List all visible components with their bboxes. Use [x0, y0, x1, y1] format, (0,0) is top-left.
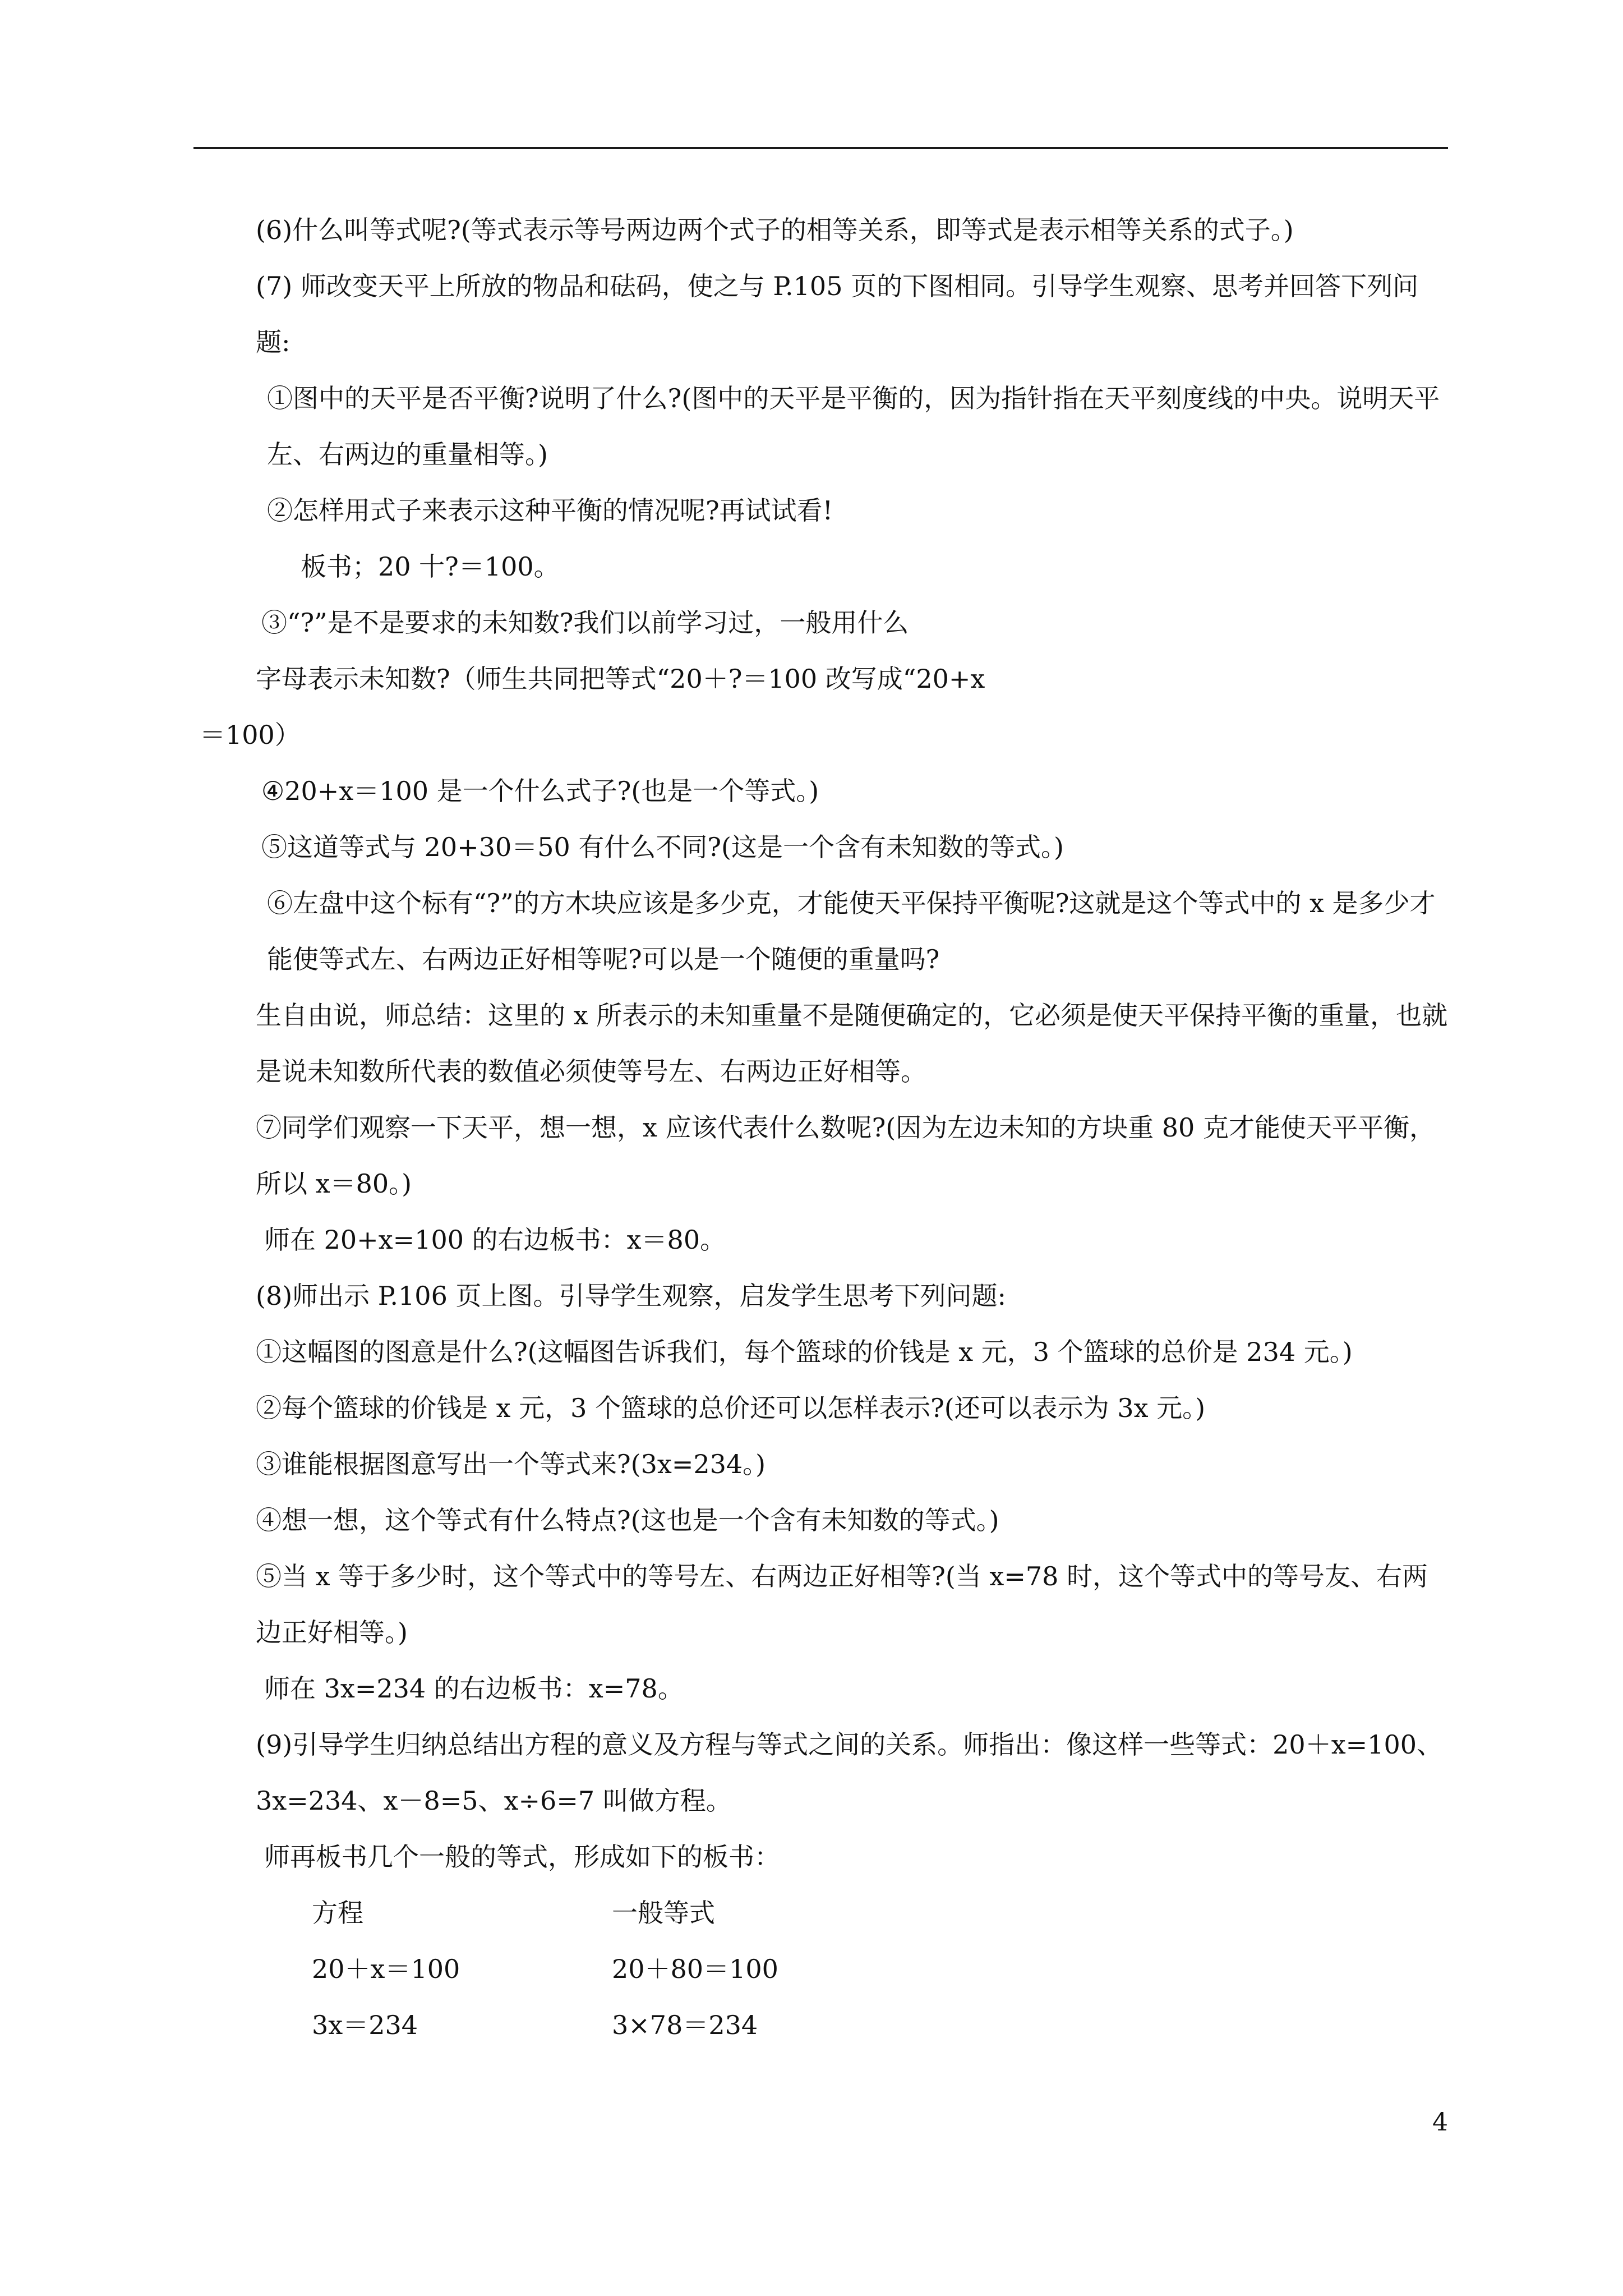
table-cell: 3×78＝234 — [612, 2010, 758, 2040]
document-body — [200, 202, 1448, 2053]
board-table-row — [312, 1997, 1448, 2053]
q8-5: ⑤当 x 等于多少时，这个等式中的等号左、右两边正好相等?(当 x=78 时，这个等式中的等号友、右两边正好相等。) — [256, 1561, 1428, 1648]
question-6: ⑥左盘中这个标有“?”的方木块应该是多少克，才能使天平保持平衡呢?这就是这个等式中的 x 是多少才能使等式左、右两边正好相等呢?可以是一个随便的重量吗? — [267, 888, 1436, 974]
paragraph-7: (7) 师改变天平上所放的物品和砝码，使之与 P.105 页的下图相同。引导学生观察、思考并回答下列问题: — [256, 271, 1419, 357]
question-5: ⑤这道等式与 20+30＝50 有什么不同?(这是一个含有未知数的等式。) — [261, 832, 1064, 862]
board-table-row — [312, 1941, 1448, 1997]
question-1: ①图中的天平是否平衡?说明了什么?(图中的天平是平衡的，因为指针指在天平刻度线的中央。说明天平左、右两边的重量相等。) — [267, 383, 1440, 470]
q8-3: ③谁能根据图意写出一个等式来?(3x=234。) — [256, 1449, 766, 1479]
paragraph-8: (8)师出示 P.106 页上图。引导学生观察，启发学生思考下列问题: — [256, 1281, 1006, 1311]
question-3: ③“?”是不是要求的未知数?我们以前学习过，一般用什么 — [261, 608, 909, 638]
table-cell: 20＋80＝100 — [612, 1954, 778, 1984]
board-note-1: 板书；20 十?＝100。 — [301, 551, 560, 582]
board-table-header — [312, 1885, 1448, 1941]
header-general-equality: 一般等式 — [612, 1898, 715, 1928]
page-number: 4 — [1432, 2108, 1448, 2137]
question-3-end: ＝100） — [200, 720, 301, 750]
q8-4: ④想一想，这个等式有什么特点?(这也是一个含有未知数的等式。) — [256, 1505, 999, 1535]
question-2: ②怎样用式子来表示这种平衡的情况呢?再试试看! — [267, 495, 833, 526]
question-4: ④20+x＝100 是一个什么式子?(也是一个等式。) — [261, 776, 819, 806]
header-equation: 方程 — [312, 1898, 363, 1928]
summary-paragraph: 生自由说，师总结：这里的 x 所表示的未知重量不是随便确定的，它必须是使天平保持平衡的重量，也就是说未知数所代表的数值必须使等号左、右两边正好相等。 — [256, 1000, 1448, 1087]
table-cell: 3x＝234 — [312, 2010, 418, 2040]
q8-2: ②每个篮球的价钱是 x 元，3 个篮球的总价还可以怎样表示?(还可以表示为 3x 元。) — [256, 1393, 1206, 1423]
header-rule — [193, 147, 1448, 149]
q8-1: ①这幅图的图意是什么?(这幅图告诉我们，每个篮球的价钱是 x 元，3 个篮球的总价是 234 元。) — [256, 1337, 1353, 1367]
question-7: ⑦同学们观察一下天平，想一想，x 应该代表什么数呢?(因为左边未知的方块重 80 克才能使天平平衡，所以 x＝80。) — [256, 1112, 1435, 1199]
board-note-2: 师在 20+x=100 的右边板书：x＝80。 — [264, 1225, 726, 1255]
paragraph-9: (9)引导学生归纳总结出方程的意义及方程与等式之间的关系。师指出：像这样一些等式：20＋x=100、3x=234、x－8=5、x÷6=7 叫做方程。 — [256, 1729, 1442, 1816]
board-note-3: 师在 3x=234 的右边板书：x=78。 — [264, 1673, 684, 1704]
board-intro: 师再板书几个一般的等式，形成如下的板书： — [264, 1842, 780, 1872]
board-table — [200, 1885, 1448, 2053]
table-cell: 20＋x＝100 — [312, 1954, 460, 1984]
question-3-cont: 字母表示未知数?（师生共同把等式“20＋?＝100 改写成“20+x — [256, 664, 985, 694]
paragraph-6: (6)什么叫等式呢?(等式表示等号两边两个式子的相等关系，即等式是表示相等关系的式子。) — [256, 215, 1294, 245]
